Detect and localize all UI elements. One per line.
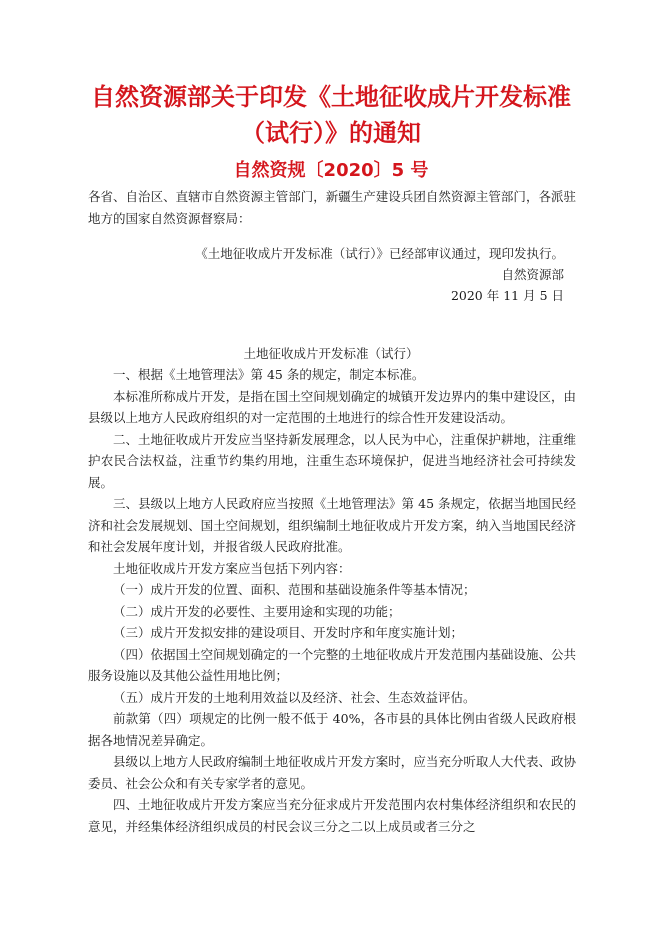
document-title-line1: 自然资源部关于印发《土地征收成片开发标准 — [91, 83, 571, 111]
standard-content — [88, 364, 576, 837]
standard-title: 土地征收成片开发标准（试行） — [243, 346, 419, 361]
paragraph: 一、根据《土地管理法》第 45 条的规定，制定本标准。 — [113, 367, 425, 382]
paragraph: （二）成片开发的必要性、主要用途和实现的功能； — [113, 603, 401, 619]
notice-text: 《土地征收成片开发标准（试行）》已经部审议通过，现印发执行。 — [195, 246, 564, 261]
issuer: 自然资源部 — [501, 267, 564, 282]
paragraph: 本标准所称成片开发，是指在国土空间规划确定的城镇开发边界内的集中建设区，由县级以上地方人民政府组织的对一定范围的土地进行的综合性开发建设活动。 — [88, 388, 576, 425]
paragraph: 四、土地征收成片开发方案应当充分征求成片开发范围内农村集体经济组织和农民的意见，并经集体经济组织成员的村民会议三分之二以上成员或者三分之 — [88, 797, 576, 834]
paragraph: （一）成片开发的位置、面积、范围和基础设施条件等基本情况； — [113, 582, 476, 597]
paragraph: （五）成片开发的土地利用效益以及经济、社会、生态效益评估。 — [113, 689, 476, 705]
issue-date: 2020 年 11 月 5 日 — [450, 288, 564, 303]
paragraph: （四）依据国土空间规划确定的一个完整的土地征收成片开发范围内基础设施、公共服务设施以及其他公益性用地比例； — [88, 646, 576, 683]
document-title-line2: （试行）》的通知 — [241, 119, 421, 147]
document-number: 自然资规〔2020〕5 号 — [233, 160, 429, 181]
paragraph: 前款第（四）项规定的比例一般不低于 40%，各市县的具体比例由省级人民政府根据各地情况差异确定。 — [88, 711, 576, 748]
paragraph: 二、土地征收成片开发应当坚持新发展理念，以人民为中心，注重保护耕地，注重维护农民合法权益，注重节约集约用地，注重生态环境保护，促进当地经济社会可持续发展。 — [88, 431, 576, 490]
paragraph: 土地征收成片开发方案应当包括下列内容： — [113, 560, 351, 576]
paragraph: 县级以上地方人民政府编制土地征收成片开发方案时，应当充分听取人大代表、政协委员、社会公众和有关专家学者的意见。 — [88, 754, 576, 791]
paragraph: 三、县级以上地方人民政府应当按照《土地管理法》第 45 条规定，依据当地国民经济和社会发展规划、国土空间规划，组织编制土地征收成片开发方案，纳入当地国民经济和社会发展年度计划，并报省级人民政府批准。 — [88, 496, 576, 554]
paragraph: （三）成片开发拟安排的建设项目、开发时序和年度实施计划； — [113, 625, 464, 640]
addressee: 各省、自治区、直辖市自然资源主管部门，新疆生产建设兵团自然资源主管部门，各派驻地方的国家自然资源督察局： — [88, 189, 576, 226]
